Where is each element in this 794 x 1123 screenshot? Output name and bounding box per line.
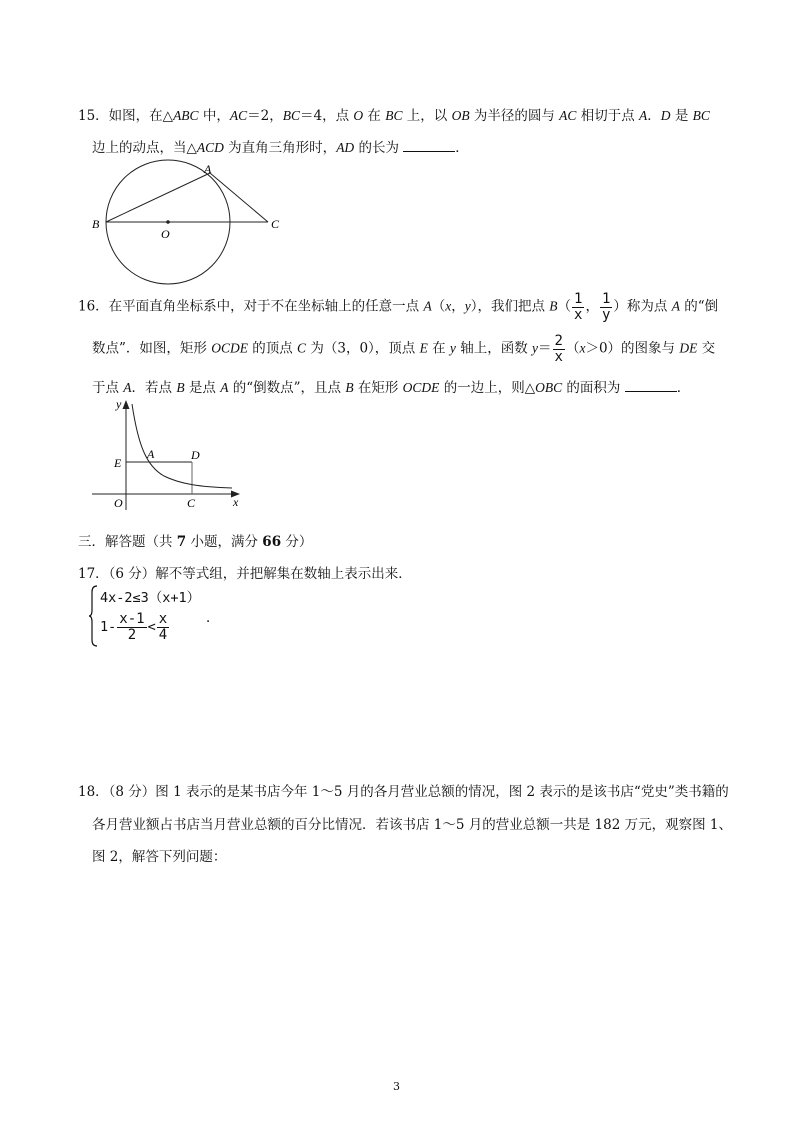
segment-ac	[210, 173, 268, 222]
q18-line3: 图 2，解答下列问题：	[92, 849, 227, 865]
label-c: C	[271, 217, 280, 231]
answer-blank	[403, 138, 455, 152]
label-b: B	[92, 217, 100, 231]
fraction-2-over-x: $\frac{2}{x}$	[554, 333, 563, 365]
section-heading: 三．解答题（共 7 小题，满分 66 分）	[78, 534, 313, 550]
q16-line1: 16．在平面直角坐标系中，对于不在坐标轴上的任意一点 A（x，y），我们把点 B（ $\frac{1}{x}$ ， $\frac{1}{y}$ ）称为点 A 的“倒	[78, 291, 719, 323]
label-o: O	[161, 227, 170, 241]
q15-figure	[86, 158, 286, 286]
left-brace	[88, 584, 98, 648]
q18-line1: 18．（8 分）图 1 表示的是某书店今年 1～5 月的各月营业总额的情况，图 2 表示的是该书店“党史”类书籍的	[78, 784, 729, 800]
fraction-1-over-y: $\frac{1}{y}$	[601, 291, 611, 323]
label-c: C	[187, 496, 196, 510]
answer-blank	[625, 378, 677, 392]
label-x: x	[233, 495, 239, 509]
fraction-x-over-4: $\frac{x}{4}$	[158, 611, 168, 643]
q17-title: 17．（6 分）解不等式组，并把解集在数轴上表示出来．	[78, 566, 412, 582]
q16-line2: 数点”．如图，矩形 OCDE 的顶点 C 为（3，0），顶点 E 在 y 轴上，函数 y＝ $\frac{2}{x}$ （x＞0）的图象与 DE 交	[92, 333, 716, 365]
q16-line3: 于点 A．若点 B 是点 A 的“倒数点”，且点 B 在矩形 OCDE 的一边上，则△OBC 的面积为 ．	[92, 380, 691, 396]
fraction-x-minus-1-over-2: $\frac{x-1}{2}$	[119, 611, 145, 643]
q15-line1: 15．如图，在△ABC 中，AC＝2，BC＝4，点 O 在 BC 上，以 OB 为半径的圆与 AC 相切于点 A．D 是 BC	[78, 108, 710, 124]
inequality-2: 1- $\frac{x-1}{2}$ < $\frac{x}{4}$	[100, 611, 168, 643]
q16-figure	[88, 396, 254, 514]
label-a: A	[204, 162, 212, 176]
y-axis-arrow	[123, 400, 130, 409]
label-o: O	[114, 496, 123, 510]
point-o	[166, 220, 170, 224]
fraction-1-over-x: $\frac{1}{x}$	[574, 291, 583, 323]
label-d: D	[191, 448, 200, 462]
label-e: E	[114, 456, 122, 470]
label-a: A	[147, 447, 155, 461]
q15-line2: 边上的动点，当△ACD 为直角三角形时，AD 的长为 ．	[92, 140, 469, 156]
q18-line2: 各月营业额占书店当月营业总额的百分比情况．若该书店 1～5 月的营业总额一共是 182 万元，观察图 1、	[92, 817, 732, 833]
hyperbola-curve	[132, 404, 232, 488]
q17-period: ．	[206, 610, 220, 626]
page-number: 3	[393, 1080, 400, 1093]
label-y: y	[116, 397, 122, 411]
inequality-1: 4x-2≤3（x+1）	[100, 590, 201, 606]
